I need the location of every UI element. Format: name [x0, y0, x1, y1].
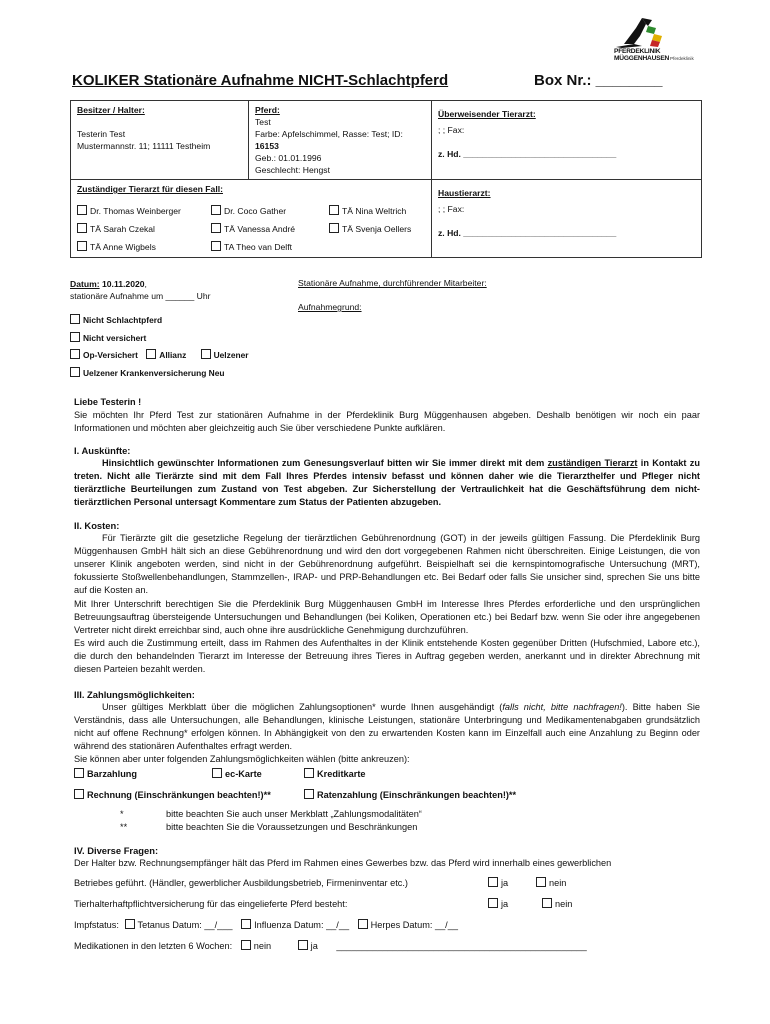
checkbox[interactable]: [77, 241, 87, 251]
date-label: Datum:: [70, 279, 100, 289]
house-label: Haustierarzt:: [438, 188, 491, 198]
owner-name: Testerin Test: [77, 129, 126, 139]
referring-label: Überweisender Tierarzt:: [438, 109, 536, 119]
horse-name: Test: [255, 117, 271, 127]
pay-barzahlung[interactable]: Barzahlung: [74, 769, 137, 779]
section-1-text: Hinsichtlich gewünschter Informationen zum Genesungsverlauf bitten wir Sie immer direkt mit dem zuständigen Tierarzt in Kontakt zu treten. Nicht alle Tierärzte sind mit dem Fall Ihres Pferdes intensiv befasst und können daher wie die Tierarzthelfer und Pfleger nicht tierärztliche Beurteilungen zum Zustand von Test abgeben. Zur Sicherstellung der Vertraulichkeit hat die Geschäftsführung dem nicht-tierärztlichen Personal untersagt Kommentare zum Status der Patienten abzugeben.: [74, 458, 700, 508]
horse-info: Farbe: Apfelschimmel, Rasse: Test; ID:: [255, 129, 403, 139]
vet-option[interactable]: TA Theo van Delft: [211, 238, 295, 256]
vet-option[interactable]: TÄ Svenja Oellers: [329, 220, 411, 238]
option-uelzener[interactable]: Uelzener: [201, 350, 249, 360]
impf-label: Impfstatus:: [74, 920, 119, 930]
owner-cell: [71, 101, 249, 180]
note-2: bitte beachten Sie die Voraussetzungen und Beschränkungen: [166, 822, 418, 832]
vet-option[interactable]: Dr. Coco Gather: [211, 202, 295, 220]
section-2-title: II. Kosten:: [74, 520, 120, 531]
staff-label: Stationäre Aufnahme, durchführender Mitarbeiter:: [298, 278, 487, 288]
section-2-p3: Es wird auch die Zustimmung erteilt, dass im Rahmen des Aufenthaltes in der Klinik entstehende Kosten gegenüber Dritten (Hufschmied, Labore etc.), die durch den behandelnden Tierarzt im Interesse der Betreuung ihres Tieres in Auftrag gegeben werden, anerkannt und in direkter Abrechnung mit diesen Parteien bezahlt werden.: [74, 637, 700, 675]
horse-label: Pferd:: [255, 105, 280, 115]
horse-cell: [249, 101, 432, 180]
pay-kredit[interactable]: Kreditkarte: [304, 769, 366, 779]
owner-address: Mustermannstr. 11; 11111 Testheim: [77, 141, 211, 151]
section-4-p1: Der Halter bzw. Rechnungsempfänger hält das Pferd im Rahmen eines Gewerbes bzw. das Pferd wird innerhalb eines gewerblichen: [74, 858, 612, 869]
option-op-versichert[interactable]: Op-Versichert: [70, 350, 138, 360]
checkbox[interactable]: [77, 205, 87, 215]
med-nein[interactable]: nein: [241, 941, 271, 951]
note-star2: **: [120, 822, 128, 832]
section-3-title: III. Zahlungsmöglichkeiten:: [74, 689, 195, 700]
house-vet-cell: [432, 180, 702, 258]
option-nicht-versichert[interactable]: Nicht versichert: [70, 330, 249, 348]
option-allianz[interactable]: Allianz: [146, 350, 186, 360]
horse-birth: Geb.: 01.01.1996: [255, 153, 322, 163]
impf-tetanus[interactable]: Tetanus Datum: __/___: [122, 920, 233, 930]
info-table: [70, 100, 702, 258]
greeting: Liebe Testerin !: [74, 397, 142, 407]
vet-option[interactable]: Dr. Thomas Weinberger: [77, 202, 181, 220]
responsible-vet-cell: [71, 180, 432, 258]
med-ja[interactable]: ja: [298, 941, 318, 951]
impf-herpes[interactable]: Herpes Datum: __/__: [358, 920, 458, 930]
admission-time: stationäre Aufnahme um ______ Uhr: [70, 291, 211, 301]
referring-fax: ; ; Fax:: [438, 125, 465, 135]
box-number: Box Nr.: ________: [534, 72, 663, 89]
clinic-logo: [612, 14, 704, 62]
horse-id: 16153: [255, 141, 279, 151]
med-label: Medikationen in den letzten 6 Wochen:: [74, 941, 233, 951]
referring-vet-cell: [432, 101, 702, 180]
checkbox[interactable]: [329, 223, 339, 233]
checkbox[interactable]: [77, 223, 87, 233]
section-2-p1: Für Tierärzte gilt die gesetzliche Regelung der tierärztlichen Gebührenordnung (GOT) in der jeweils gültigen Fassung. Die Pferdeklinik Burg Müggenhausen GmbH hält sich an diese Gebührenordnung und wird den dort vorgegebenen Rahmen nicht überschreiten. Einige Leistungen, die von unserer Klinik angeboten werden, sind nicht in der Gebührenordnung aufgeführt. Beispielhaft sei die kernspintomografische Untersuchung (MRT), fokussierte Stoßwellenbehandlungen, Stammzellen-, IRAP- und PRP-Behandlungen etc. Bei Bedarf oder falls Sie unsicher sind, sprechen Sie uns bitte auf die Kosten an.: [74, 533, 700, 596]
med-line[interactable]: _________________________________________________: [336, 941, 587, 951]
house-fax: ; ; Fax:: [438, 204, 465, 214]
vets-label: Zuständiger Tierarzt für diesen Fall:: [77, 184, 223, 194]
impf-influenza[interactable]: Influenza Datum: __/__: [241, 920, 349, 930]
section-3-p2: Sie können aber unter folgenden Zahlungsmöglichkeiten wählen (bitte ankreuzen):: [74, 754, 410, 765]
logo-sub: Pferdeklinik: [670, 56, 694, 61]
checkbox[interactable]: [329, 205, 339, 215]
referring-hd: z. Hd. ________________________________: [438, 149, 617, 159]
logo-name: PFERDEKLINIK MÜGGENHAUSEN: [614, 48, 670, 62]
horse-sex: Geschlecht: Hengst: [255, 165, 330, 175]
option-uelzener-kranken[interactable]: Uelzener Krankenversicherung Neu: [70, 365, 249, 383]
reason-label: Aufnahmegrund:: [298, 302, 362, 312]
note-star: *: [120, 809, 124, 819]
note-1: bitte beachten Sie auch unser Merkblatt „Zahlungsmodalitäten“: [166, 809, 422, 819]
date-value: 10.11.2020: [102, 279, 145, 289]
section-3-p1: Unser gültiges Merkblatt über die möglichen Zahlungsoptionen* wurde Ihnen ausgehändigt (falls nicht, bitte nachfragen!). Bitte haben Sie Verständnis, dass alle Untersuchungen, alle Behandlungen, klinische Leistungen, stationäre Unterbringung und Medikamentenabgaben grundsätzlich nicht auf offene Rechnung* erfolgen können. In Abhängigkeit von den zu erwartenden Kosten kann im Einzelfall auch eine Anzahlung zu Beginn oder während des stationären Aufenthaltes erfragt werden.: [74, 702, 700, 752]
haftpflicht-nein[interactable]: nein: [542, 899, 572, 909]
section-1-title: I. Auskünfte:: [74, 445, 131, 456]
question-gewerbe: Betriebes geführt. (Händler, gewerblicher Ausbildungsbetrieb, Firmeninventar etc.): [74, 878, 408, 888]
vet-option[interactable]: TÄ Sarah Czekal: [77, 220, 181, 238]
page-title: KOLIKER Stationäre Aufnahme NICHT-Schlachtpferd: [72, 72, 449, 89]
pay-ec[interactable]: ec-Karte: [212, 769, 262, 779]
section-2-p2: Mit Ihrer Unterschrift berechtigen Sie die Pferdeklinik Burg Müggenhausen GmbH im Interesse Ihres Pferdes erforderliche und den ursprünglichen Betreuungsauftrag übersteigende Untersuchungen und Behandlungen (bei Koliken, Operationen etc.) bei Bedarf bzw. wenn Sie oder ihre angegebenen Vertreter nicht direkt erreichbar sind, auch ohne ihre ausdrückliche Genehmigung durchzuführen.: [74, 598, 700, 635]
pay-raten[interactable]: Ratenzahlung (Einschränkungen beachten!)**: [304, 790, 516, 800]
vet-option[interactable]: TÄ Vanessa André: [211, 220, 295, 238]
checkbox[interactable]: [211, 205, 221, 215]
vet-option[interactable]: TÄ Nina Weltrich: [329, 202, 411, 220]
checkbox[interactable]: [211, 223, 221, 233]
vet-option[interactable]: TÄ Anne Wigbels: [77, 238, 181, 256]
house-hd: z. Hd. ________________________________: [438, 228, 617, 238]
horse-logo-icon: [612, 14, 704, 48]
question-haftpflicht: Tierhalterhaftpflichtversicherung für das eingelieferte Pferd besteht:: [74, 899, 348, 909]
checkbox[interactable]: [211, 241, 221, 251]
section-4-title: IV. Diverse Fragen:: [74, 845, 159, 856]
option-nicht-schlachtpferd[interactable]: Nicht Schlachtpferd: [70, 312, 249, 330]
haftpflicht-ja[interactable]: ja: [488, 899, 508, 909]
gewerbe-ja[interactable]: ja: [488, 878, 508, 888]
pay-rechnung[interactable]: Rechnung (Einschränkungen beachten!)**: [74, 790, 271, 800]
intro-text: Sie möchten Ihr Pferd Test zur stationären Aufnahme in der Pferdeklinik Burg Müggenhausen abgeben. Deshalb benötigen wir noch ein paar Informationen und möchten aber gleichzeitig auch Sie über verschiedene Punkte aufklären.: [74, 410, 700, 434]
owner-label: Besitzer / Halter:: [77, 105, 145, 115]
gewerbe-nein[interactable]: nein: [536, 878, 566, 888]
